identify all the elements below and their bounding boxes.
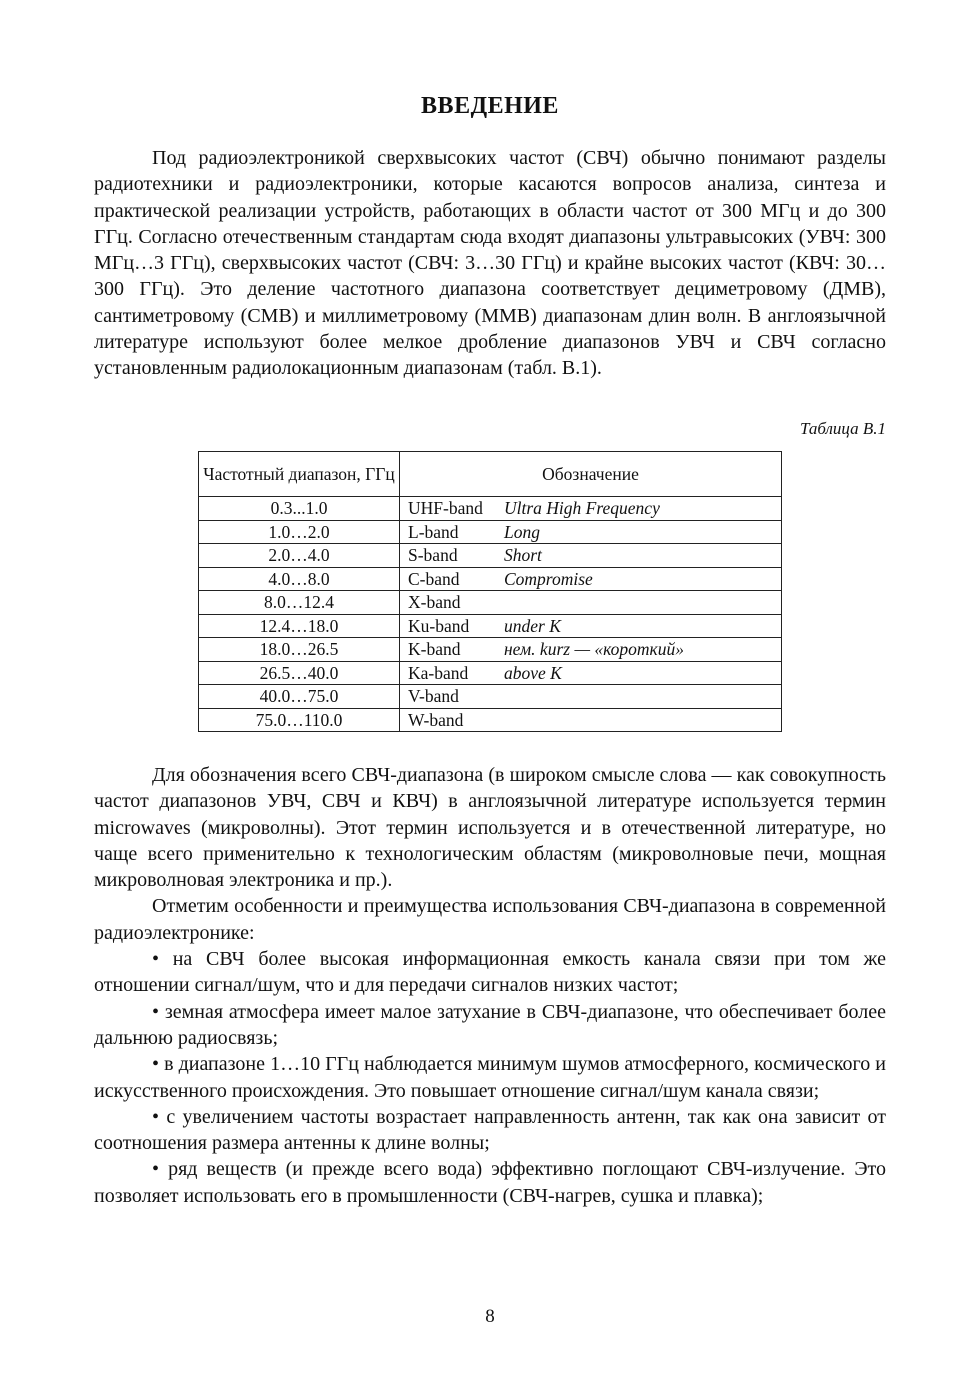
table-row <box>199 661 782 685</box>
band-name: L-band <box>408 521 459 542</box>
band-description: under K <box>504 615 561 636</box>
frequency-range-cell: 2.0…4.0 <box>199 544 400 568</box>
designation-cell <box>400 567 782 591</box>
body-paragraph: • на СВЧ более высокая информационная емкость канала связи при том же отношении сигнал/шум, что и для передачи сигналов низких частот; <box>94 948 886 997</box>
frequency-range-cell: 12.4…18.0 <box>199 614 400 638</box>
table-row <box>199 567 782 591</box>
table-row <box>199 638 782 662</box>
designation-cell <box>400 520 782 544</box>
table-row <box>199 544 782 568</box>
table-row <box>199 708 782 732</box>
designation-cell <box>400 661 782 685</box>
designation-cell <box>400 544 782 568</box>
table-row <box>199 497 782 521</box>
frequency-range-cell: 18.0…26.5 <box>199 638 400 662</box>
band-name: C-band <box>408 568 460 589</box>
designation-cell <box>400 638 782 662</box>
header-designation: Обозначение <box>400 452 782 497</box>
band-name: W-band <box>408 709 464 730</box>
frequency-range-cell: 4.0…8.0 <box>199 567 400 591</box>
page-number: 8 <box>485 1306 495 1327</box>
frequency-range-cell: 40.0…75.0 <box>199 685 400 709</box>
table-row <box>199 591 782 615</box>
band-name: K-band <box>408 639 461 660</box>
header-frequency-range: Частотный диапазон, ГГц <box>199 452 400 497</box>
designation-cell <box>400 685 782 709</box>
band-description: Long <box>504 521 540 542</box>
table-row <box>199 614 782 638</box>
table-row <box>199 685 782 709</box>
intro-paragraph: Под радиоэлектроникой сверхвысоких частот (СВЧ) обычно понимают разделы радиотехники и радиоэлектроники, которые касаются вопросов анализа, синтеза и практической реализации устройств, работающих в области частот от 300 МГц и до 300 ГГц. Согласно отечественным стандартам сюда входят диапазоны ультравысоких (УВЧ: 300 МГц…3 ГГц), сверхвысоких частот (СВЧ: 3…30 ГГц) и крайне высоких частот (КВЧ: 30…300 ГГц). Это деление частотного диапазона соответствует дециметровому (ДМВ), сантиметровому (СМВ) и миллиметровому (ММВ) диапазонам длин волн. В англоязычной литературе используют более мелкое дробление диапазонов УВЧ и СВЧ согласно установленным радиолокационным диапазонам (табл. В.1). <box>94 147 886 380</box>
table-body <box>199 497 782 732</box>
band-name: S-band <box>408 545 458 566</box>
table-header-row <box>199 452 782 497</box>
body-paragraph: • земная атмосфера имеет малое затухание в СВЧ-диапазоне, что обеспечивает более дальнюю радиосвязь; <box>94 1000 886 1049</box>
frequency-range-cell: 1.0…2.0 <box>199 520 400 544</box>
table-caption: Таблица В.1 <box>800 419 886 438</box>
intro-section <box>94 145 886 382</box>
frequency-band-table <box>198 451 782 732</box>
body-paragraph: • в диапазоне 1…10 ГГц наблюдается минимум шумов атмосферного, космического и искусственного происхождения. Это повышает отношение сигнал/шум канала связи; <box>94 1053 886 1102</box>
frequency-range-cell: 8.0…12.4 <box>199 591 400 615</box>
designation-cell <box>400 497 782 521</box>
frequency-range-cell: 0.3...1.0 <box>199 497 400 521</box>
designation-cell <box>400 614 782 638</box>
body-section <box>94 762 886 1209</box>
body-paragraph: Для обозначения всего СВЧ-диапазона (в широком смысле слова — как совокупность частот диапазонов УВЧ, СВЧ и КВЧ) в англоязычной литературе используется термин microwaves (микроволны). Этот термин используется и в отечественной литературе, но чаще всего применительно к технологическим областям (микроволновые печи, мощная микроволновая электроника и пр.). <box>94 764 886 892</box>
band-name: V-band <box>408 686 459 707</box>
band-description: нем. kurz — «короткий» <box>504 639 684 660</box>
band-description: Ultra High Frequency <box>504 498 660 519</box>
band-description: Compromise <box>504 568 593 589</box>
designation-cell <box>400 708 782 732</box>
band-name: Ku-band <box>408 615 470 636</box>
body-paragraph: • с увеличением частоты возрастает направленность антенн, так как она зависит от соотношения размера антенны к длине волны; <box>94 1105 886 1155</box>
table-row <box>199 520 782 544</box>
designation-cell <box>400 591 782 615</box>
band-name: Ka-band <box>408 662 469 683</box>
band-name: X-band <box>408 592 461 613</box>
body-paragraph: Отметим особенности и преимущества использования СВЧ-диапазона в современной радиоэлектронике: <box>94 895 886 944</box>
frequency-range-cell: 75.0…110.0 <box>199 708 400 732</box>
body-paragraph: • ряд веществ (и прежде всего вода) эффективно поглощают СВЧ-излучение. Это позволяет использовать его в промышленности (СВЧ-нагрев, сушка и плавка); <box>94 1158 886 1207</box>
band-name: UHF-band <box>408 498 483 519</box>
band-description: Short <box>504 545 542 566</box>
band-description: above K <box>504 662 562 683</box>
frequency-range-cell: 26.5…40.0 <box>199 661 400 685</box>
page-title: ВВЕДЕНИЕ <box>421 93 559 119</box>
